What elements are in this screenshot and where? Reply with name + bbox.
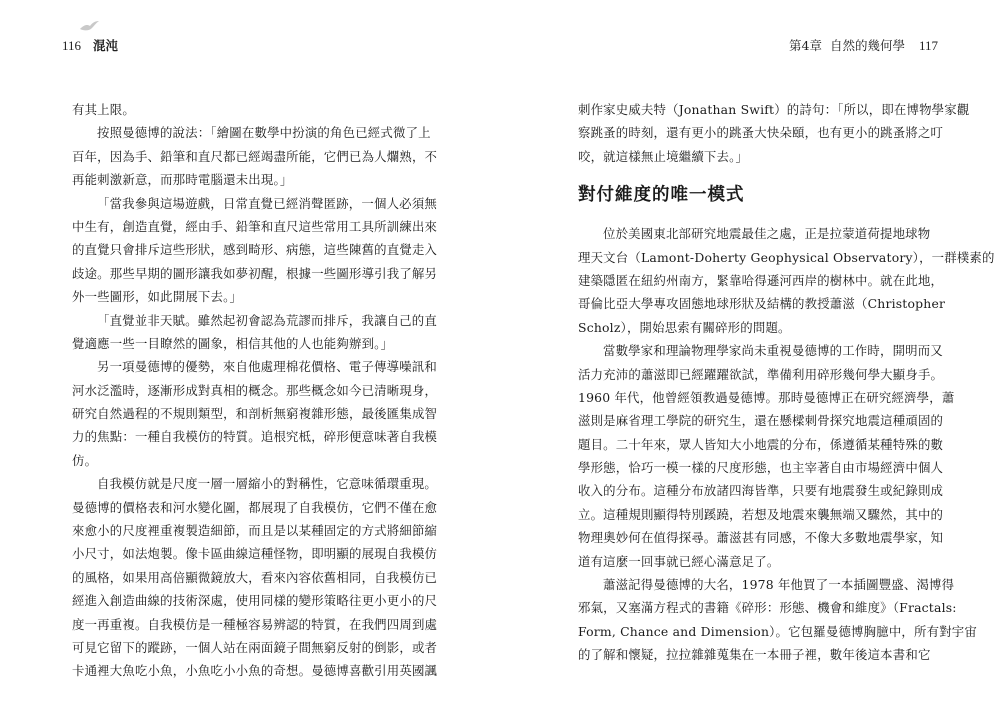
text-line: 再能刺激新意，而那時電腦還未出現。」 — [72, 172, 293, 188]
text-line: 的了解和懷疑，拉拉雜雜蒐集在一本冊子裡，數年後這本書和它 — [578, 647, 931, 663]
text-line: 學形態，恰巧一模一樣的尺度形態，也主宰著自由市場經濟中個人 — [578, 460, 944, 476]
text-line: 道有這麼一回事就已經心滿意足了。 — [578, 553, 780, 569]
text-line: Form, Chance and Dimension）。它包羅曼德博胸臆中，所有對宇宙 — [578, 623, 977, 639]
text-line: 覺適應一些一目瞭然的圖象，相信其他的人也能夠辦到。」 — [72, 335, 394, 351]
text-line: 位於美國東北部研究地震最佳之處，正是拉蒙道荷提地球物 — [603, 226, 931, 242]
text-line: 物理奧妙何在值得探尋。蕭滋甚有同感，不像大多數地震學家，知 — [578, 530, 944, 546]
book-title: 混沌 — [93, 38, 119, 53]
text-line: 題目。二十年來，眾人皆知大小地震的分布，係遵循某種特殊的數 — [578, 436, 944, 452]
text-line: 理天文台（Lamont-Doherty Geophysical Observatory），一群樸素的 — [578, 249, 995, 265]
text-line: 刺作家史威夫特（Jonathan Swift）的詩句：「所以，即在博物學家觀 — [578, 102, 970, 117]
right-page-number: 117 — [918, 38, 938, 53]
chapter-label: 第4章 — [789, 38, 822, 53]
right-page — [500, 0, 1000, 709]
bird-ornament-icon — [78, 20, 100, 34]
left-body-text — [72, 98, 438, 683]
text-line: 自我模仿就是尺度一層一層縮小的對稱性，它意味循環重現。 — [97, 476, 437, 492]
text-line: 的風格，如果用高倍顯微鏡放大，看來內容依舊相同，自我模仿已 — [72, 569, 438, 585]
text-line: 蕭滋記得曼德博的大名，1978 年他買了一本插圖豐盛、渴博得 — [603, 577, 955, 593]
text-line: 哥倫比亞大學專攻固態地球形狀及結構的教授蕭滋（Christopher — [578, 296, 946, 312]
text-line: 收入的分布。這種分布放諸四海皆準，只要有地震發生或紀錄則成 — [578, 483, 944, 499]
text-line: 研究自然過程的不規則類型，和剖析無窮複雜形態，最後匯集成智 — [72, 406, 438, 422]
text-line: 力的焦點：一種自我模仿的特質。追根究柢，碎形便意味著自我模 — [72, 429, 438, 445]
right-top-paragraph — [578, 98, 970, 168]
right-bottom-paragraphs — [578, 222, 995, 666]
text-line: 曼德博的價格表和河水變化圖，都展現了自我模仿，它們不僅在愈 — [72, 499, 438, 515]
text-line: 度一再重複。自我模仿是一種極容易辨認的特質，在我們四周到處 — [72, 616, 438, 632]
section-heading: 對付維度的唯一模式 — [578, 185, 745, 206]
text-line: 1960 年代，他曾經領教過曼德博。那時曼德博正在研究經濟學，蕭 — [578, 389, 955, 405]
text-line: 邪氣，又塞滿方程式的書籍《碎形：形態、機會和維度》（Fractals: — [578, 600, 957, 616]
text-line: 按照曼德博的說法：「繪圖在數學中扮演的角色已經式微了上 — [97, 125, 431, 141]
text-line: 歧途。那些早期的圖形讓我如夢初醒，根據一些圖形導引我了解另 — [72, 265, 438, 281]
text-line: Scholz），開始思索有關碎形的問題。 — [578, 319, 791, 335]
text-line: 經進入創造曲線的技術深處，使用同樣的變形策略往更小更小的尺 — [72, 593, 438, 609]
text-line: 「當我參與這場遊戲，日常直覺已經消聲匿跡，一個人必須無 — [97, 195, 437, 211]
text-line: 建築隱匿在紐約州南方，緊靠哈得遜河西岸的樹林中。就在此地， — [578, 272, 944, 288]
text-line: 滋則是麻省理工學院的研究生，還在懸樑刺骨探究地震這種頑固的 — [578, 413, 944, 429]
text-line: 「直覺並非天賦。雖然起初會認為荒謬而排斥，我讓自己的直 — [97, 312, 437, 328]
text-line: 察跳蚤的時刻，還有更小的跳蚤大快朵頤，也有更小的跳蚤將之叮 — [578, 125, 944, 141]
text-line: 外一些圖形，如此開展下去。」 — [72, 289, 243, 305]
text-line: 小尺寸，如法炮製。像卡區曲線這種怪物，即明顯的展現自我模仿 — [72, 546, 438, 562]
chapter-title: 自然的幾何學 — [829, 38, 905, 53]
text-line: 的直覺只會排斥這些形狀，感到畸形、病態，這些陳舊的直覺走入 — [72, 242, 438, 258]
text-line: 百年，因為手、鉛筆和直尺都已經竭盡所能，它們已為人爛熟，不 — [72, 148, 438, 164]
text-line: 立。這種規則顯得特別蹊蹺，若想及地震來襲無端又驟然，其中的 — [578, 506, 944, 522]
text-line: 可見它留下的蹤跡，一個人站在兩面鏡子間無窮反射的倒影，或者 — [72, 639, 438, 655]
right-body-text — [578, 98, 995, 667]
text-line: 中生有，創造直覺，經由手、鉛筆和直尺這些常用工具所訓練出來 — [72, 218, 438, 234]
text-line: 卡通裡大魚吃小魚，小魚吃小小魚的奇想。曼德博喜歡引用英國諷 — [72, 663, 438, 679]
text-line: 咬，就這樣無止境繼續下去。」 — [578, 148, 749, 164]
right-running-head — [789, 38, 938, 54]
text-line: 另一項曼德博的優勢，來自他處理棉花價格、電子傳導噪訊和 — [97, 359, 437, 375]
text-line: 仿。 — [72, 452, 98, 468]
text-line: 河水泛濫時，逐漸形成對真相的概念。那些概念如今已清晰現身， — [72, 382, 438, 398]
text-line: 活力充沛的蕭滋即已經躍躍欲試，準備利用碎形幾何學大顯身手。 — [578, 366, 944, 382]
left-page-number: 116 — [62, 38, 82, 53]
text-line: 有其上限。 — [72, 102, 135, 117]
text-line: 來愈小的尺度裡重複製造細節，而且是以某種固定的方式將細節縮 — [72, 523, 438, 539]
left-running-head — [62, 38, 118, 54]
text-line: 當數學家和理論物理學家尚未重視曼德博的工作時，開明而又 — [603, 343, 943, 359]
